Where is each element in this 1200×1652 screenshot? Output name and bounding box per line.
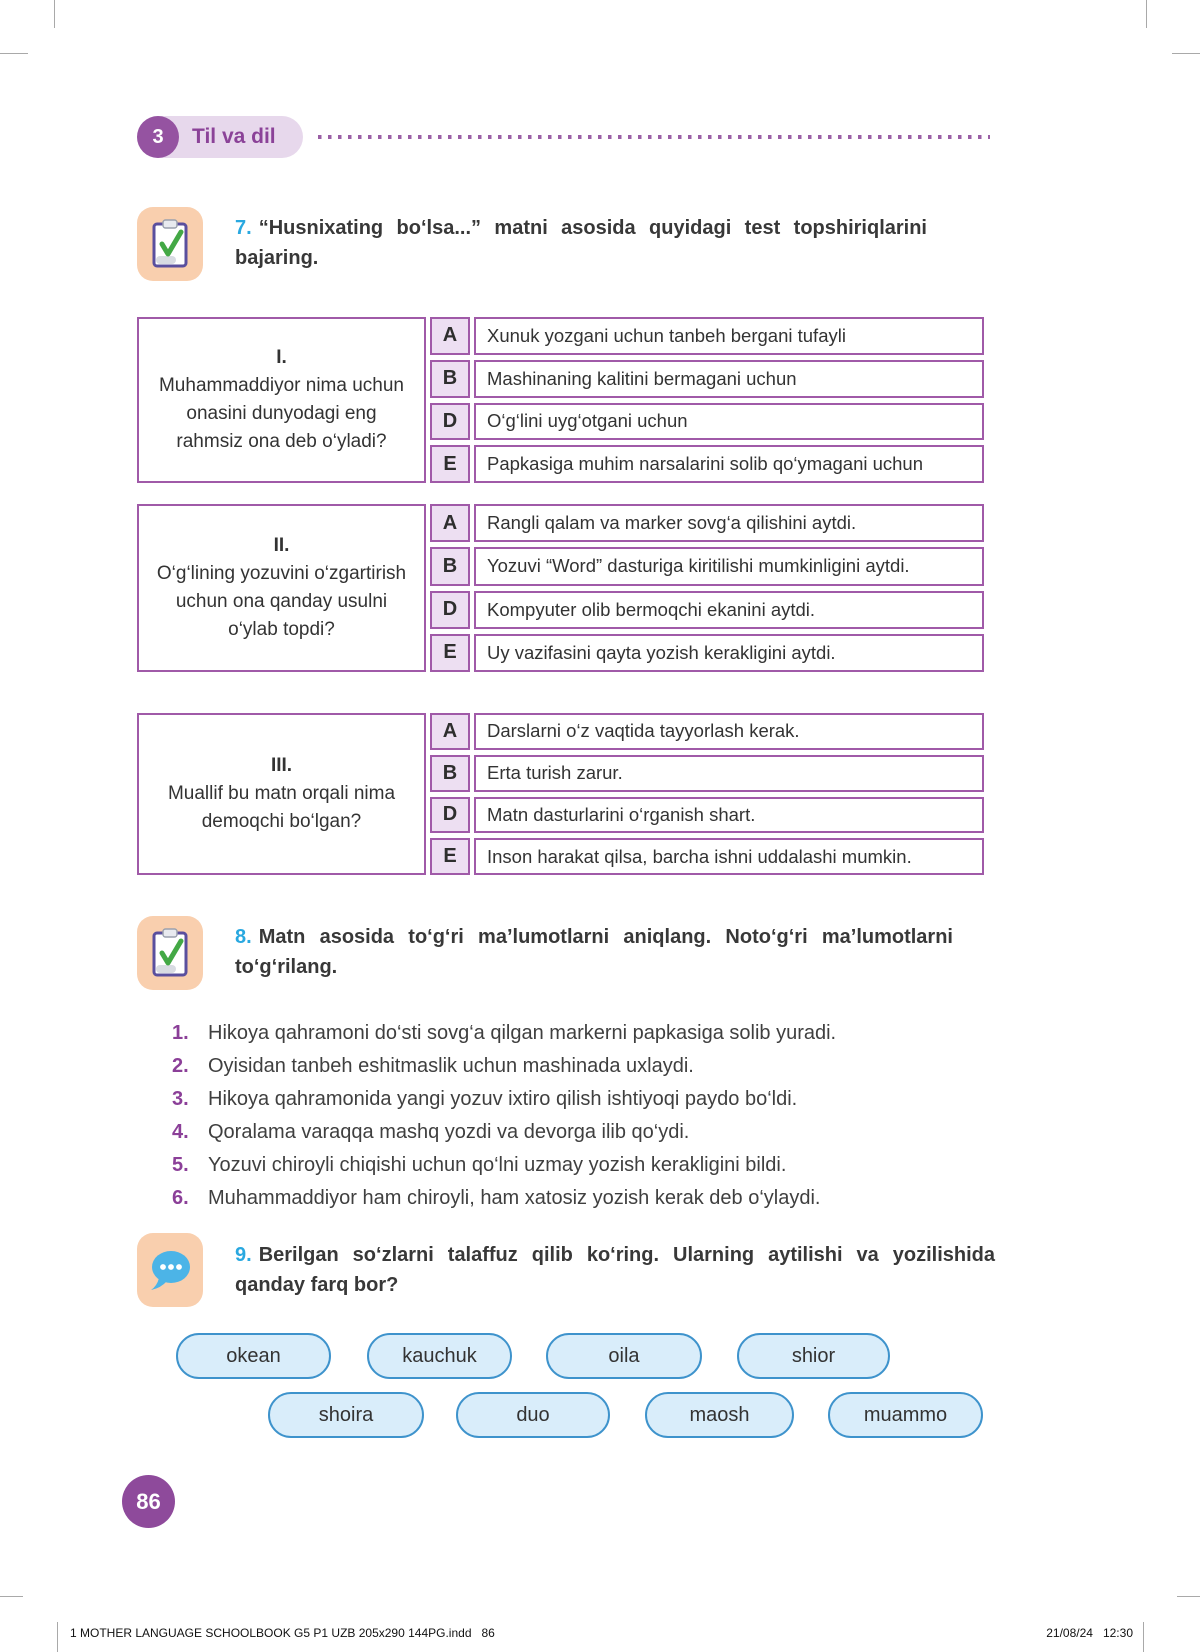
option-text: Darslarni o‘z vaqtida tayyorlash kerak.: [474, 713, 984, 750]
question-text: O‘g‘lining yozuvini o‘zgartirish uchun ona qanday usulni o‘ylab topdi?: [156, 563, 407, 640]
statement-text: Oyisidan tanbeh eshitmaslik uchun mashinada uxlaydi.: [208, 1055, 694, 1077]
option-letter: E: [430, 445, 470, 483]
option-text: Kompyuter olib bermoqchi ekanini aytdi.: [474, 591, 984, 629]
crop-mark: [1146, 0, 1147, 28]
options-column: [430, 504, 984, 672]
option-letter: D: [430, 403, 470, 441]
unit-number: 3: [137, 116, 179, 158]
question-text: Muallif bu matn orqali nima demoqchi bo‘lgan?: [167, 783, 396, 832]
option-text: O‘g‘lini uyg‘otgani uchun: [474, 403, 984, 441]
clipboard-check-icon: [137, 207, 203, 281]
option-row: [430, 838, 984, 875]
clipboard-check-icon: [137, 916, 203, 990]
exercise-7-instruction: [235, 213, 927, 273]
statement-number: 5.: [172, 1154, 189, 1176]
header-dotted-line: [318, 135, 990, 139]
option-row: [430, 317, 984, 355]
statement-text: Hikoya qahramonida yangi yozuv ixtiro qilish ishtiyoqi paydo bo‘ldi.: [208, 1088, 798, 1110]
option-letter: D: [430, 797, 470, 834]
statement-number: 6.: [172, 1187, 189, 1209]
word-pill: oila: [546, 1333, 702, 1379]
unit-title: Til va dil: [137, 116, 303, 158]
statement-number: 2.: [172, 1055, 189, 1077]
word-pill: shoira: [268, 1392, 424, 1438]
page-number-badge: 86: [122, 1475, 175, 1528]
exercise-7-text: “Husnixating bo‘lsa...” matni asosida quyidagi test topshiriqlarini bajaring.: [235, 217, 927, 269]
option-text: Inson harakat qilsa, barcha ishni uddalashi mumkin.: [474, 838, 984, 875]
statement-text: Yozuvi chiroyli chiqishi uchun qo‘lni uzmay yozish kerakligini bildi.: [208, 1154, 787, 1176]
speech-bubble-icon: [137, 1233, 203, 1307]
crop-mark: [54, 0, 55, 28]
option-letter: A: [430, 713, 470, 750]
option-row: [430, 504, 984, 542]
question-table-2: [137, 504, 984, 672]
statement-number: 1.: [172, 1022, 189, 1044]
option-text: Papkasiga muhim narsalarini solib qo‘ymagani uchun: [474, 445, 984, 483]
option-letter: A: [430, 504, 470, 542]
option-text: Matn dasturlarini o‘rganish shart.: [474, 797, 984, 834]
roman-numeral: II.: [273, 535, 290, 556]
list-item: [172, 1121, 1002, 1154]
option-text: Rangli qalam va marker sovg‘a qilishini aytdi.: [474, 504, 984, 542]
option-text: Uy vazifasini qayta yozish kerakligini aytdi.: [474, 634, 984, 672]
options-column: [430, 713, 984, 875]
statement-text: Muhammaddiyor ham chiroyli, ham xatosiz yozish kerak deb o‘ylaydi.: [208, 1187, 821, 1209]
statement-text: Qoralama varaqqa mashq yozdi va devorga ilib qo‘ydi.: [208, 1121, 690, 1143]
option-row: [430, 755, 984, 792]
option-row: [430, 360, 984, 398]
option-row: [430, 591, 984, 629]
list-item: [172, 1055, 1002, 1088]
statement-number: 4.: [172, 1121, 189, 1143]
option-row: [430, 445, 984, 483]
list-item: [172, 1022, 1002, 1055]
option-row: [430, 547, 984, 585]
exercise-9-number: 9.: [235, 1244, 252, 1266]
option-letter: B: [430, 755, 470, 792]
footer-timestamp: 21/08/24 12:30: [1046, 1626, 1133, 1640]
crop-mark: [57, 1622, 58, 1652]
crop-mark: [0, 53, 28, 54]
list-item: [172, 1187, 1002, 1220]
option-letter: D: [430, 591, 470, 629]
list-item: [172, 1154, 1002, 1187]
roman-numeral: III.: [270, 755, 293, 776]
crop-mark: [0, 1596, 23, 1597]
option-row: [430, 797, 984, 834]
statement-list: [172, 1022, 1002, 1220]
option-letter: E: [430, 838, 470, 875]
crop-mark: [1177, 1596, 1200, 1597]
exercise-7-number: 7.: [235, 217, 252, 239]
question-table-3: [137, 713, 984, 875]
option-text: Yozuvi “Word” dasturiga kiritilishi mumkinligini aytdi.: [474, 547, 984, 585]
roman-numeral: I.: [276, 347, 287, 368]
option-letter: E: [430, 634, 470, 672]
question-cell: [137, 317, 426, 483]
exercise-9-text: Berilgan so‘zlarni talaffuz qilib ko‘ring. Ularning aytilishi va yozilishida qanday farq bor?: [235, 1244, 995, 1296]
word-pill: okean: [176, 1333, 331, 1379]
question-cell: [137, 504, 426, 672]
question-cell: [137, 713, 426, 875]
option-letter: A: [430, 317, 470, 355]
word-pill: maosh: [645, 1392, 794, 1438]
option-letter: B: [430, 360, 470, 398]
statement-number: 3.: [172, 1088, 189, 1110]
option-row: [430, 713, 984, 750]
option-text: Xunuk yozgani uchun tanbeh bergani tufayli: [474, 317, 984, 355]
option-row: [430, 403, 984, 441]
list-item: [172, 1088, 1002, 1121]
exercise-8-text: Matn asosida to‘g‘ri ma’lumotlarni aniqlang. Noto‘g‘ri ma’lumotlarni to‘g‘rilang.: [235, 926, 953, 978]
option-text: Erta turish zarur.: [474, 755, 984, 792]
exercise-8-number: 8.: [235, 926, 252, 948]
word-pill: muammo: [828, 1392, 983, 1438]
word-pill: duo: [456, 1392, 610, 1438]
question-text: Muhammaddiyor nima uchun onasini dunyodagi eng rahmsiz ona deb o‘yladi?: [158, 375, 404, 452]
question-table-1: [137, 317, 984, 483]
option-text: Mashinaning kalitini bermagani uchun: [474, 360, 984, 398]
options-column: [430, 317, 984, 483]
statement-text: Hikoya qahramoni do‘sti sovg‘a qilgan markerni papkasiga solib yuradi.: [208, 1022, 837, 1044]
option-letter: B: [430, 547, 470, 585]
crop-mark: [1172, 53, 1200, 54]
option-row: [430, 634, 984, 672]
exercise-9-instruction: [235, 1240, 995, 1300]
unit-badge: [137, 116, 303, 158]
exercise-8-instruction: [235, 922, 953, 982]
crop-mark: [1143, 1622, 1144, 1652]
word-pill: kauchuk: [367, 1333, 512, 1379]
footer-filename: 1 MOTHER LANGUAGE SCHOOLBOOK G5 P1 UZB 205x290 144PG.indd 86: [70, 1626, 495, 1640]
word-pill: shior: [737, 1333, 890, 1379]
